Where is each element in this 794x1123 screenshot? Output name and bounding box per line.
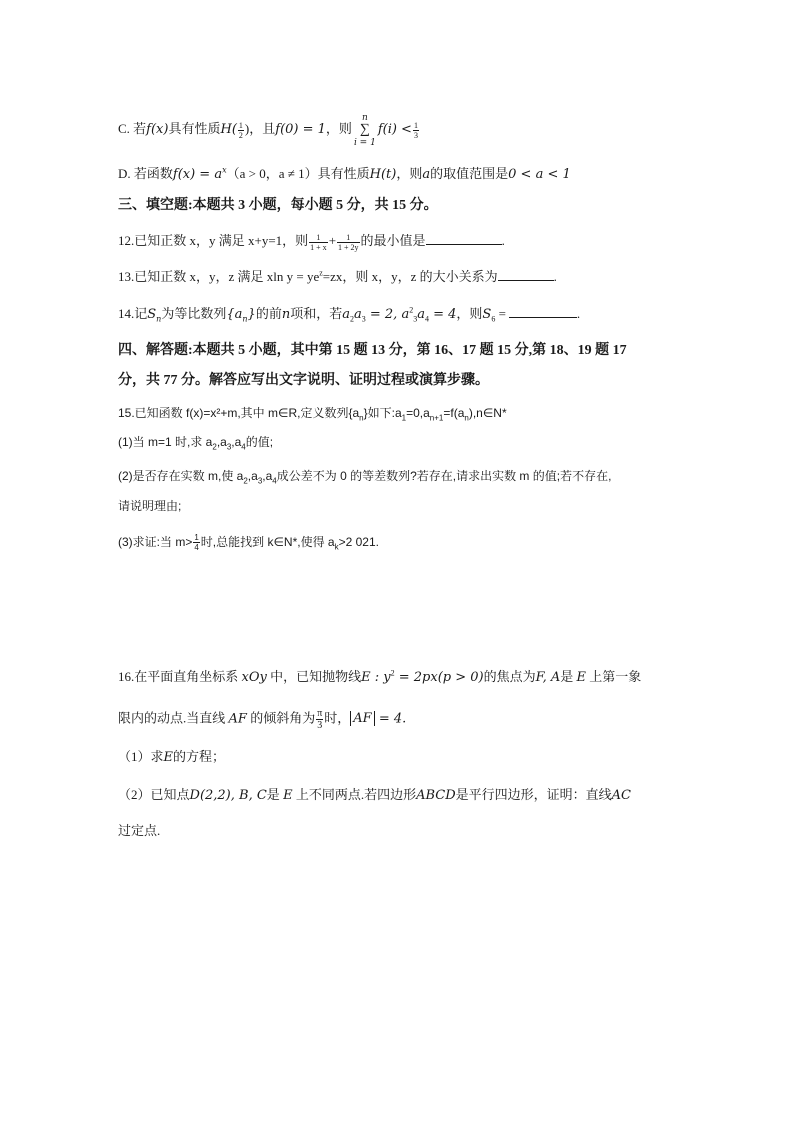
q16-e: 上第一象 bbox=[589, 669, 642, 684]
q15-stem-c: =0,a bbox=[406, 406, 430, 420]
q12-plus: + bbox=[328, 233, 337, 248]
q14-prefix: 14.记 bbox=[118, 306, 148, 321]
q12-frac1-den: 1 + x bbox=[310, 242, 327, 252]
option-c-then: ，则 bbox=[325, 120, 352, 136]
q13-period: . bbox=[553, 269, 557, 284]
q14-sn: S bbox=[147, 307, 157, 322]
pi-num: π bbox=[317, 708, 323, 719]
section-3-heading: 三、填空题:本题共 3 小题，每小题 5 分，共 15 分。 bbox=[118, 198, 438, 213]
question-15-part1 bbox=[118, 433, 273, 451]
sigma-symbol: ∑ bbox=[359, 122, 370, 137]
q12-period: . bbox=[501, 233, 505, 248]
question-13 bbox=[118, 268, 557, 286]
q16-a: 16.在平面直角坐标系 bbox=[118, 669, 239, 684]
q15-sub: 1 bbox=[401, 413, 407, 423]
q16-l2d: = 4. bbox=[374, 711, 407, 727]
q16-p2d: 是平行四边形，证明：直线 bbox=[455, 787, 612, 802]
q16-l2b: 的倾斜角为 bbox=[250, 710, 316, 726]
section-4-heading: 四、解答题:本题共 5 小题，其中第 15 题 13 分，第 16、17 题 15 分,第 18、19 题 17 bbox=[118, 343, 627, 358]
q14-sn-sub: n bbox=[156, 314, 162, 324]
q14-a: a bbox=[353, 307, 362, 322]
option-d-cond: （a > 0，a ≠ 1） bbox=[226, 166, 318, 181]
q15-p2-d: 成公差不为 0 的等差数列?若存在,请求出实数 m 的值;若不存在, bbox=[276, 469, 612, 483]
q16-d: 是 bbox=[560, 669, 574, 684]
q16-xoy: xOy bbox=[241, 670, 267, 685]
q14-eq: = bbox=[495, 306, 506, 321]
q15-p3-b: 时,总能找到 k∈N*,使得 a bbox=[200, 535, 335, 549]
q15-stem-e: ),n∈N* bbox=[468, 406, 507, 420]
q15-p3-a: (3)求证:当 m> bbox=[118, 535, 193, 549]
q16-sup: 2 bbox=[390, 668, 395, 678]
q16-fa: F, A bbox=[535, 670, 561, 685]
q14-an-sub: n bbox=[242, 314, 248, 324]
option-c-h: H( bbox=[220, 121, 237, 137]
quarter-num: 1 bbox=[194, 533, 199, 543]
third-numerator: 1 bbox=[413, 120, 418, 130]
half-numerator: 1 bbox=[238, 120, 243, 130]
answer-blank[interactable] bbox=[498, 268, 554, 281]
q13-stem: 13.已知正数 x，y，z 满足 xln y = ye bbox=[118, 269, 320, 284]
q12-frac2-num: 1 bbox=[337, 233, 360, 243]
question-15-stem bbox=[118, 404, 507, 422]
q15-p2-a: (2)是否存在实数 m,使 a bbox=[118, 469, 244, 483]
q16-af: AF bbox=[228, 711, 247, 727]
question-16-part2 bbox=[118, 786, 631, 805]
q15-sub: n+1 bbox=[429, 413, 444, 423]
q16-l2a: 限内的动点.当直线 bbox=[118, 710, 226, 726]
option-d-text: 具有性质 bbox=[317, 166, 370, 181]
q16-p1e: E bbox=[163, 750, 174, 765]
q14-cond-end: = 4 bbox=[428, 307, 457, 322]
q16-abs-af: AF bbox=[350, 711, 374, 726]
option-c-fx: f(x) bbox=[146, 121, 169, 137]
q12-frac1 bbox=[309, 233, 328, 252]
q12-frac2-den: 1 + 2y bbox=[338, 242, 359, 252]
question-12 bbox=[118, 232, 505, 252]
q15-p1-b: ,a bbox=[216, 435, 227, 449]
q16-e2: E bbox=[576, 670, 587, 685]
q15-sub: 4 bbox=[272, 476, 277, 486]
sum-lower: i = 1 bbox=[353, 138, 376, 148]
q14-text2: 的前 bbox=[255, 306, 282, 321]
q15-stem-a: 15.已知函数 f(x)=x²+m,其中 m∈R,定义数列{a bbox=[118, 406, 360, 420]
summation bbox=[354, 112, 376, 148]
q15-sub: k bbox=[334, 542, 339, 552]
pi-den: 3 bbox=[317, 720, 323, 731]
q14-n: n bbox=[281, 307, 291, 322]
option-c-and: ，且 bbox=[249, 120, 276, 136]
q16-p2a: （2）已知点 bbox=[118, 787, 190, 802]
option-d-exp: x bbox=[222, 165, 227, 175]
option-d-then: ，则 bbox=[396, 166, 423, 181]
option-c bbox=[118, 112, 420, 148]
q15-sub: 3 bbox=[226, 442, 232, 452]
q15-p2-c: ,a bbox=[262, 469, 273, 483]
q15-p1-c: ,a bbox=[231, 435, 242, 449]
q12-frac2 bbox=[337, 233, 360, 252]
q15-sub: 4 bbox=[241, 442, 246, 452]
q15-p1-a: (1)当 m=1 时,求 a bbox=[118, 435, 213, 449]
answer-blank[interactable] bbox=[426, 232, 502, 245]
sum-upper: n bbox=[361, 113, 368, 123]
q15-sub: 3 bbox=[257, 476, 263, 486]
option-c-fi: f(i) < bbox=[377, 121, 412, 137]
question-16-stem-cont bbox=[118, 708, 406, 731]
q16-e-rest: = 2px(p > 0) bbox=[394, 670, 484, 685]
q14-then: ，则 bbox=[456, 306, 483, 321]
half-denominator: 2 bbox=[238, 130, 243, 140]
option-d-expr: f(x) = a bbox=[172, 167, 223, 182]
q14-a: a bbox=[417, 307, 425, 322]
q14-period: . bbox=[576, 306, 581, 321]
q16-p1a: （1）求 bbox=[118, 749, 164, 764]
question-15-part3 bbox=[118, 533, 379, 552]
q16-abcd: ABCD bbox=[416, 788, 456, 803]
option-c-half bbox=[238, 121, 244, 140]
q16-b: 中，已知抛物线 bbox=[270, 669, 362, 684]
q14-sup: 2 bbox=[409, 305, 414, 315]
q15-quarter bbox=[193, 533, 199, 552]
q16-d-pt: D(2,2), B, C bbox=[189, 788, 267, 803]
q15-p2-b: ,a bbox=[247, 469, 258, 483]
option-d bbox=[118, 165, 571, 184]
quarter-den: 4 bbox=[194, 543, 199, 553]
q14-sub: 3 bbox=[361, 314, 366, 324]
q14-s6-sub: 6 bbox=[491, 314, 496, 324]
option-c-f0: f(0) = 1 bbox=[275, 121, 326, 137]
section-4-heading-cont: 分，共 77 分。解答应写出文字说明、证明过程或演算步骤。 bbox=[118, 373, 489, 388]
q12-ask: 的最小值是 bbox=[360, 233, 426, 248]
q15-stem-b: }如下:a bbox=[363, 406, 402, 420]
option-d-var: a bbox=[422, 167, 431, 182]
option-d-range-label: 的取值范围是 bbox=[430, 166, 509, 181]
question-16-part1 bbox=[118, 748, 225, 767]
q15-p3-c: >2 021. bbox=[338, 535, 379, 549]
q14-sub: 2 bbox=[349, 314, 354, 324]
q15-stem-d: =f(a bbox=[443, 406, 465, 420]
q12-stem: 12.已知正数 x，y 满足 x+y=1，则 bbox=[118, 233, 309, 248]
q14-text1: 为等比数列 bbox=[161, 306, 227, 321]
q14-text3: 项和，若 bbox=[290, 306, 343, 321]
option-c-paren: ) bbox=[244, 120, 250, 136]
question-15-part2-cont: 请说明理由; bbox=[118, 499, 182, 513]
q16-pi-third bbox=[316, 708, 323, 731]
q13-sup: z bbox=[319, 268, 323, 278]
q16-l2c: 时， bbox=[324, 710, 351, 726]
option-c-third bbox=[413, 121, 419, 140]
q14-an-close: } bbox=[247, 307, 256, 322]
q14-cond: = 2, a bbox=[365, 307, 410, 322]
q16-p2b: 是 bbox=[266, 787, 280, 802]
q13-ask: =zx，则 x，y，z 的大小关系为 bbox=[322, 269, 498, 284]
q14-an: {a bbox=[226, 307, 243, 322]
q15-sub: n bbox=[464, 413, 469, 423]
q14-s6: S bbox=[482, 307, 492, 322]
q14-a: a bbox=[342, 307, 350, 322]
question-16-part2-cont: 过定点. bbox=[118, 823, 161, 838]
question-14 bbox=[118, 305, 580, 324]
option-d-prefix: D. 若函数 bbox=[118, 166, 173, 181]
question-15-part2 bbox=[118, 467, 611, 485]
q12-frac1-num: 1 bbox=[309, 233, 328, 243]
q15-sub: 2 bbox=[212, 442, 217, 452]
q16-c: 的焦点为 bbox=[483, 669, 536, 684]
q15-p1-d: 的值; bbox=[245, 435, 274, 449]
q14-sub: 4 bbox=[424, 314, 429, 324]
q14-sub: 3 bbox=[413, 314, 418, 324]
q16-ac: AC bbox=[611, 788, 631, 803]
option-c-prefix: C. 若 bbox=[118, 120, 147, 136]
q15-sub: n bbox=[359, 413, 364, 423]
option-c-text: 具有性质 bbox=[168, 120, 221, 136]
q15-sub: 2 bbox=[243, 476, 248, 486]
q16-p2e: E bbox=[283, 788, 293, 803]
answer-blank[interactable] bbox=[509, 305, 577, 318]
question-16-stem bbox=[118, 668, 641, 687]
q16-p2c: 上不同两点.若四边形 bbox=[295, 787, 417, 802]
q16-p1b: 的方程； bbox=[173, 749, 226, 764]
option-d-ht: H(t) bbox=[369, 167, 397, 182]
q16-e-eq: E : y bbox=[361, 670, 391, 685]
option-d-range: 0 < a < 1 bbox=[508, 167, 571, 182]
third-denominator: 3 bbox=[413, 130, 418, 140]
